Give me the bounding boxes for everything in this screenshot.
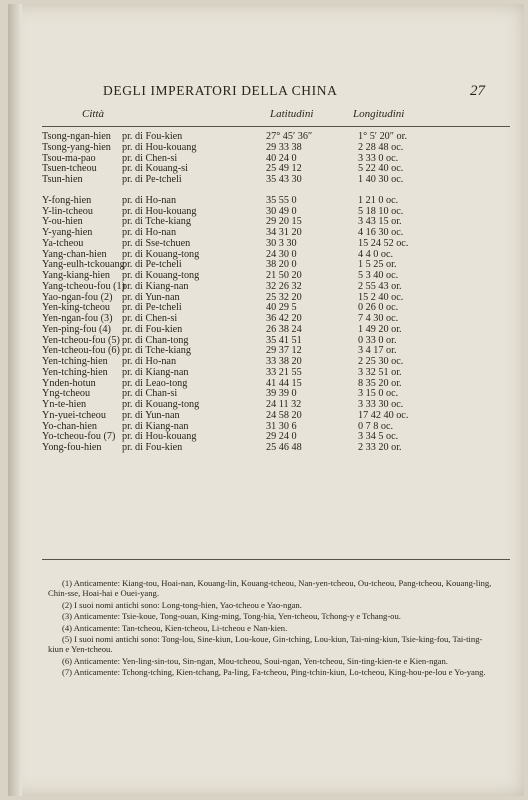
footnote: (5) I suoi nomi antichi sono: Tong-lou, Sine-kiun, Lou-koue, Gin-tching, Lou-kiun, Tai-ning-kiun, Tsie-king-fou, Tai-ting-kiun e Yen-tcheou. — [48, 634, 483, 655]
city-cell: Yen-ping-fou (4) — [42, 323, 111, 335]
province-cell: pr. di Hou-kouang — [122, 205, 197, 217]
footnote: (3) Anticamente: Tsie-koue, Tong-ouan, King-ming, Tong-hia, Yen-tcheou, Tchong-y e Tchang-ou. — [62, 611, 401, 622]
province-cell: pr. di Fou-kien — [122, 323, 183, 335]
city-cell: Tsong-yang-hien — [42, 141, 111, 153]
city-cell: Yng-tcheou — [42, 388, 91, 400]
longitude-cell: 5 18 10 oc. — [358, 205, 404, 217]
city-cell: Yo-tcheou-fou (7) — [42, 431, 116, 443]
longitude-cell: 8 35 20 or. — [358, 377, 402, 389]
city-cell: Tsong-ngan-hien — [42, 131, 111, 142]
table-row — [42, 239, 512, 250]
longitude-cell: 2 25 30 oc. — [358, 356, 404, 367]
latitude-cell: 30 3 30 — [266, 237, 297, 249]
longitude-cell: 3 43 15 or. — [358, 216, 402, 228]
table-row — [42, 175, 512, 186]
city-cell: Yang-eulh-tckouang — [42, 259, 125, 271]
longitude-cell: 1 21 0 oc. — [358, 194, 399, 206]
city-cell: Yong-fou-hien — [42, 442, 102, 453]
longitude-cell: 0 7 8 oc. — [358, 420, 394, 432]
latitude-cell: 29 20 15 — [266, 216, 302, 228]
city-cell: Y-yang-hien — [42, 227, 93, 238]
footnote: (1) Anticamente: Kiang-tou, Hoai-nan, Kouang-lin, Kouang-tcheou, Nan-yen-tcheou, Ou-tcheou, Pang-tcheou, Kouang-ling, Chin-sse, Hoai-hai e Ouei-yang. — [48, 578, 492, 599]
latitude-cell: 30 49 0 — [266, 205, 297, 217]
latitude-cell: 29 37 12 — [266, 345, 302, 357]
province-cell: pr. di Chen-si — [122, 152, 178, 164]
province-cell: pr. di Sse-tchuen — [122, 237, 191, 249]
table-row — [42, 143, 512, 154]
latitude-cell: 40 29 5 — [266, 302, 297, 314]
city-cell: Yao-ngan-fou (2) — [42, 291, 113, 303]
latitude-cell: 29 24 0 — [266, 431, 297, 443]
book-page — [8, 4, 524, 796]
longitude-cell: 3 15 0 oc. — [358, 388, 399, 400]
coordinates-table — [42, 132, 512, 454]
longitude-cell: 4 4 0 oc. — [358, 248, 394, 260]
city-cell: Yen-king-tcheou — [42, 302, 111, 314]
city-cell: Y-fong-hien — [42, 194, 92, 206]
table-row — [42, 282, 512, 293]
longitude-cell: 3 33 0 oc. — [358, 152, 399, 164]
longitude-cell: 15 2 40 oc. — [358, 291, 404, 303]
city-cell: Tsun-hien — [42, 174, 83, 185]
province-cell: pr. di Pe-tcheli — [122, 174, 182, 185]
footnote-rule — [42, 559, 510, 560]
longitude-cell: 15 24 52 oc. — [358, 237, 409, 249]
latitude-cell: 27° 45′ 36″ — [266, 131, 313, 142]
longitude-cell: 5 22 40 oc. — [358, 163, 404, 175]
city-cell: Ya-tcheou — [42, 237, 84, 249]
latitude-cell: 31 30 6 — [266, 420, 297, 432]
latitude-cell: 21 50 20 — [266, 270, 302, 281]
city-cell: Yang-kiang-hien — [42, 270, 111, 281]
latitude-cell: 34 31 20 — [266, 227, 302, 238]
table-row — [42, 325, 512, 336]
city-cell: Yang-chan-hien — [42, 248, 107, 260]
latitude-cell: 36 42 20 — [266, 313, 302, 324]
longitude-cell: 3 32 51 or. — [358, 366, 402, 378]
city-cell: Yn-yuei-tcheou — [42, 409, 106, 421]
province-cell: pr. di Pe-tcheli — [122, 259, 182, 271]
latitude-cell: 39 39 0 — [266, 388, 297, 400]
city-cell: Yen-tching-hien — [42, 356, 108, 367]
longitude-cell: 0 33 0 or. — [358, 334, 397, 346]
province-cell: pr. di Kouang-tong — [122, 399, 200, 410]
latitude-cell: 25 49 12 — [266, 163, 302, 175]
province-cell: pr. di Kouang-tong — [122, 270, 200, 281]
longitude-cell: 1 49 20 or. — [358, 323, 402, 335]
province-cell: pr. di Tche-kiang — [122, 345, 191, 357]
province-cell: pr. di Kiang-nan — [122, 366, 189, 378]
longitude-cell: 3 34 5 oc. — [358, 431, 399, 443]
longitude-cell: 2 28 48 oc. — [358, 141, 404, 153]
table-row — [42, 411, 512, 422]
city-cell: Y-lin-tcheou — [42, 205, 93, 217]
running-head: DEGLI IMPERATORI DELLA CHINA — [103, 83, 338, 98]
province-cell: pr. di Kouang-tong — [122, 248, 200, 260]
longitude-cell: 3 4 17 or. — [358, 345, 397, 357]
city-cell: Yang-tcheou-fou (1) — [42, 280, 125, 292]
province-cell: pr. di Kouang-si — [122, 163, 188, 175]
city-cell: Yen-tcheou-fou (6) — [42, 345, 120, 357]
longitude-cell: 3 33 30 oc. — [358, 399, 404, 410]
column-header-longitude: Longitudini — [353, 108, 405, 120]
province-cell: pr. di Ho-nan — [122, 227, 177, 238]
table-group-y — [42, 196, 512, 454]
province-cell: pr. di Chan-si — [122, 388, 178, 400]
province-cell: pr. di Leao-tong — [122, 377, 188, 389]
province-cell: pr. di Kiang-nan — [122, 420, 189, 432]
province-cell: pr. di Yun-nan — [122, 409, 180, 421]
longitude-cell: 1 5 25 or. — [358, 259, 397, 271]
footnote: (6) Anticamente: Yen-ling-sin-tou, Sin-ngan, Mou-tcheou, Soui-ngan, Yen-tcheou, Sin-ting-kien-te e Kien-ngan. — [62, 655, 448, 666]
province-cell: pr. di Chan-tong — [122, 334, 189, 346]
longitude-cell: 1 40 30 oc. — [358, 174, 404, 185]
page-gutter — [8, 4, 22, 796]
latitude-cell: 24 30 0 — [266, 248, 297, 260]
longitude-cell: 7 4 30 oc. — [358, 313, 399, 324]
city-cell: Yen-ngan-fou (3) — [42, 313, 113, 324]
longitude-cell: 2 55 43 or. — [358, 280, 402, 292]
latitude-cell: 33 21 55 — [266, 366, 302, 378]
latitude-cell: 24 58 20 — [266, 409, 302, 421]
column-header-latitude: Latitudini — [270, 108, 314, 120]
city-cell: Yen-tching-hien — [42, 366, 108, 378]
header-rule — [42, 126, 510, 127]
latitude-cell: 25 32 20 — [266, 291, 302, 303]
table-row — [42, 443, 512, 454]
latitude-cell: 40 24 0 — [266, 152, 297, 164]
page-number: 27 — [470, 83, 485, 99]
province-cell: pr. di Ho-nan — [122, 356, 177, 367]
footnotes — [48, 578, 496, 679]
city-cell: Y-ou-hien — [42, 216, 83, 228]
province-cell: pr. di Chen-si — [122, 313, 178, 324]
longitude-cell: 1° 5′ 20″ or. — [358, 131, 408, 142]
province-cell: pr. di Fou-kien — [122, 442, 183, 453]
column-header-city: Città — [82, 108, 105, 120]
latitude-cell: 29 33 38 — [266, 141, 302, 153]
province-cell: pr. di Hou-kouang — [122, 141, 197, 153]
province-cell: pr. di Pe-tcheli — [122, 302, 182, 314]
latitude-cell: 38 20 0 — [266, 259, 297, 271]
province-cell: pr. di Kiang-nan — [122, 280, 189, 292]
footnote: (4) Anticamente: Tan-tcheou, Kien-tcheou, Li-tcheou e Nan-kien. — [62, 622, 288, 633]
longitude-cell: 17 42 40 oc. — [358, 409, 409, 421]
table-row — [42, 196, 512, 207]
city-cell: Tsuen-tcheou — [42, 163, 97, 175]
latitude-cell: 35 43 30 — [266, 174, 302, 185]
latitude-cell: 35 41 51 — [266, 334, 302, 346]
city-cell: Yo-chan-hien — [42, 420, 97, 432]
footnote: (2) I suoi nomi antichi sono: Long-tong-hien, Yao-tcheou e Yao-ngan. — [62, 599, 302, 610]
province-cell: pr. di Hou-kouang — [122, 431, 197, 443]
latitude-cell: 41 44 15 — [266, 377, 302, 389]
longitude-cell: 5 3 40 oc. — [358, 270, 399, 281]
province-cell: pr. di Fou-kien — [122, 131, 183, 142]
city-cell: Tsou-ma-pao — [42, 152, 96, 164]
province-cell: pr. di Yun-nan — [122, 291, 180, 303]
latitude-cell: 32 26 32 — [266, 280, 302, 292]
province-cell: pr. di Tche-kiang — [122, 216, 191, 228]
table-group-ts — [42, 132, 512, 186]
latitude-cell: 25 46 48 — [266, 442, 302, 453]
latitude-cell: 26 38 24 — [266, 323, 302, 335]
table-row — [42, 368, 512, 379]
latitude-cell: 24 11 32 — [266, 399, 302, 410]
city-cell: Ynden-hotun — [42, 377, 96, 389]
latitude-cell: 33 38 20 — [266, 356, 302, 367]
city-cell: Yen-tcheou-fou (5) — [42, 334, 120, 346]
longitude-cell: 0 26 0 oc. — [358, 302, 399, 314]
longitude-cell: 4 16 30 oc. — [358, 227, 404, 238]
latitude-cell: 35 55 0 — [266, 194, 297, 206]
footnote: (7) Anticamente: Tchong-tching, Kien-tchang, Pa-ling, Fa-tcheou, Ping-tchin-kiun, Lo-tcheou, King-hou-pe-lou e Yo-yang. — [62, 667, 486, 678]
longitude-cell: 2 33 20 or. — [358, 442, 402, 453]
province-cell: pr. di Ho-nan — [122, 194, 177, 206]
city-cell: Yn-te-hien — [42, 399, 87, 410]
